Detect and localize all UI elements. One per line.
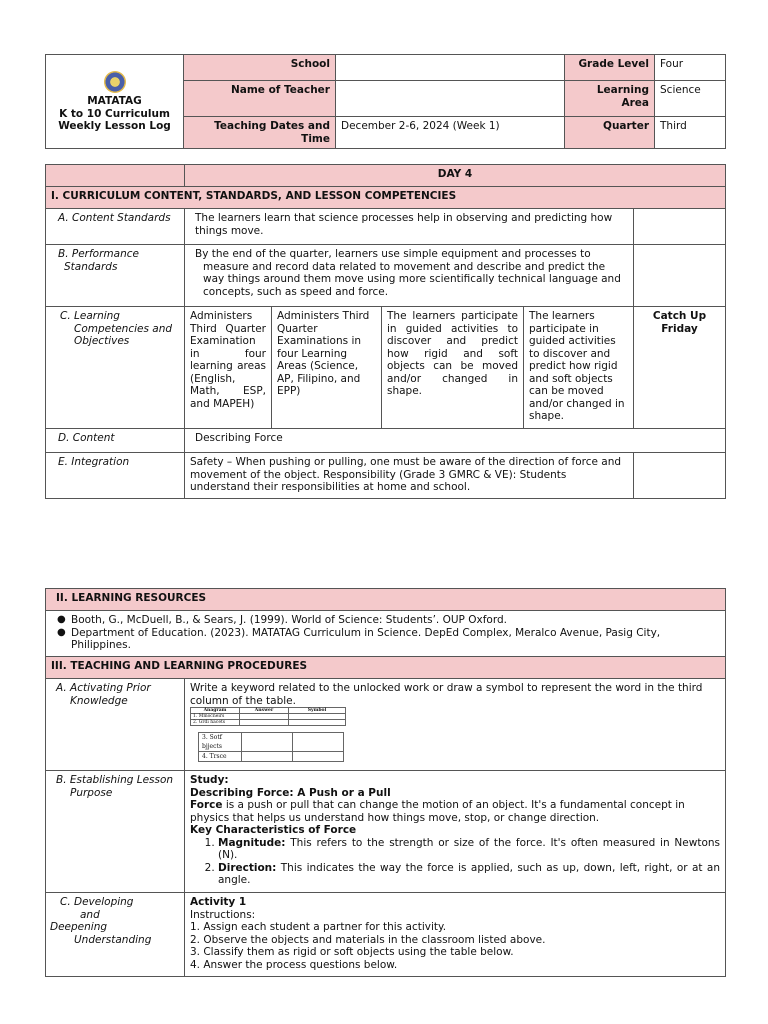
teaching-dates-label: Teaching Dates and Time <box>184 117 336 149</box>
developing-label-1: C. Developing <box>60 896 134 908</box>
quarter-label: Quarter <box>565 117 655 149</box>
day-header: DAY 4 <box>185 165 726 187</box>
developing-label-4: Understanding <box>74 933 152 946</box>
section2-title: II. LEARNING RESOURCES <box>46 589 726 611</box>
activating-cell <box>185 679 726 771</box>
answer-cell-4 <box>242 752 293 762</box>
direction-text: This indicates the way the force is applied, such as up, down, left, right, or at an angle. <box>218 861 720 886</box>
direction-item <box>218 862 720 887</box>
performance-standards-blank <box>634 245 726 307</box>
anagram-table-2 <box>198 732 344 762</box>
integration-label: E. Integration <box>46 453 185 499</box>
school-value <box>336 55 565 81</box>
activity-title: Activity 1 <box>190 896 247 908</box>
integration-blank <box>634 453 726 499</box>
section3-title: III. TEACHING AND LEARNING PROCEDURES <box>46 657 726 679</box>
header-title-line1: MATATAG <box>87 95 142 108</box>
developing-label <box>46 893 185 977</box>
symbol-cell-4 <box>293 752 344 762</box>
establishing-cell <box>185 771 726 893</box>
force-def-text: is a push or pull that can change the motion of an object. It's a fundamental concept in physics that helps us understand how things move, stop, or change direction. <box>190 799 685 824</box>
step-1: 1. Assign each student a partner for this activity. <box>190 921 447 933</box>
competency-col-4: The learners participate in guided activities to discover and predict how rigid and soft objects can be moved and/or changed in shape. <box>524 307 634 429</box>
procedures-table <box>45 588 726 977</box>
teacher-value <box>336 81 565 117</box>
catch-up-friday: Catch Up Friday <box>634 307 726 429</box>
grade-level-value: Four <box>655 55 726 81</box>
anagram-row-3: 3. Sotf bjjects <box>199 733 242 752</box>
key-characteristics-title: Key Characteristics of Force <box>190 824 357 836</box>
magnitude-text: This refers to the strength or size of the force. It's often measured in Newtons (N). <box>218 836 720 861</box>
magnitude-item <box>218 837 720 862</box>
anagram-row-4: 4. Trsce <box>199 752 242 762</box>
header-title-line3: Weekly Lesson Log <box>58 120 171 133</box>
learning-area-label: Learning Area <box>565 81 655 117</box>
content-standards-text: The learners learn that science processes help in observing and predicting how things move. <box>185 209 634 245</box>
competencies-label: C. Learning Competencies and Objectives <box>46 307 185 429</box>
resource-item-1: ● Booth, G., McDuell, B., & Sears, J. (1999). World of Science: Students’. OUP Oxford. <box>71 614 720 627</box>
answer-cell-2 <box>240 720 289 726</box>
resources-list <box>51 614 720 652</box>
direction-word: Direction: <box>218 861 277 874</box>
developing-cell <box>185 893 726 977</box>
anagram-row-2: 2. Grdi hacets <box>191 720 240 726</box>
characteristics-list <box>190 837 720 887</box>
activating-label: A. Activating Prior Knowledge <box>46 679 185 771</box>
performance-standards-text: By the end of the quarter, learners use simple equipment and processes to measure and record data related to movement and describe and predict the way things around them move using more scientifically technical language and concepts, such as speed and force. <box>185 245 634 307</box>
symbol-cell-3 <box>293 733 344 752</box>
header-table <box>45 54 726 149</box>
content-text: Describing Force <box>185 429 726 453</box>
day-header-blank <box>46 165 185 187</box>
anagram-table <box>190 707 346 726</box>
force-definition <box>190 799 720 824</box>
content-standards-blank <box>634 209 726 245</box>
teaching-dates-value: December 2-6, 2024 (Week 1) <box>336 117 565 149</box>
step-4: 4. Answer the process questions below. <box>190 958 398 971</box>
grade-level-label: Grade Level <box>565 55 655 81</box>
header-logo-cell <box>46 55 184 149</box>
developing-label-3: Deepening <box>50 921 108 933</box>
curriculum-table <box>45 164 726 499</box>
content-standards-label: A. Content Standards <box>46 209 185 245</box>
step-3: 3. Classify them as rigid or soft objects using the table below. <box>190 946 514 958</box>
content-label: D. Content <box>46 429 185 453</box>
symbol-cell-2 <box>289 720 346 726</box>
anagram-header: Anagram <box>191 708 240 714</box>
resources-cell <box>46 611 726 657</box>
resource-item-2: ● Department of Education. (2023). MATATAG Curriculum in Science. DepEd Complex, Meralco Avenue, Pasig City, Philippines. <box>71 627 720 652</box>
answer-cell-3 <box>242 733 293 752</box>
school-label: School <box>184 55 336 81</box>
symbol-header: Symbol <box>289 708 346 714</box>
activating-text: Write a keyword related to the unlocked work or draw a symbol to represent the word in the third column of the table. <box>190 682 703 707</box>
developing-label-2: and <box>80 908 100 921</box>
answer-header: Answer <box>240 708 289 714</box>
study-label: Study: <box>190 774 229 786</box>
teacher-label: Name of Teacher <box>184 81 336 117</box>
step-2: 2. Observe the objects and materials in the classroom listed above. <box>190 933 546 946</box>
competency-col-3: The learners participate in guided activities to discover and predict how rigid and soft objects can be moved and/or changed in shape. <box>382 307 524 429</box>
study-title: Describing Force: A Push or a Pull <box>190 786 391 799</box>
establishing-label: B. Establishing Lesson Purpose <box>46 771 185 893</box>
competency-col-1: Administers Third Quarter Examination in four learning areas (English, Math, ESP, and MAPEH) <box>185 307 272 429</box>
quarter-value: Third <box>655 117 726 149</box>
competency-col-2: Administers Third Quarter Examinations in four Learning Areas (Science, AP, Filipino, and EPP) <box>272 307 382 429</box>
performance-standards-label: B. Performance Standards <box>46 245 185 307</box>
header-title-line2: K to 10 Curriculum <box>59 107 170 120</box>
magnitude-word: Magnitude: <box>218 836 286 849</box>
deped-seal-icon <box>104 71 126 93</box>
instructions-label: Instructions: <box>190 908 256 921</box>
section1-title: I. CURRICULUM CONTENT, STANDARDS, AND LESSON COMPETENCIES <box>46 187 726 209</box>
integration-text: Safety – When pushing or pulling, one must be aware of the direction of force and movement of the object. Responsibility (Grade 3 GMRC & VE): Students understand their responsibilities at home and school. <box>185 453 634 499</box>
anagram-row-1: 1. Mmocneirs <box>191 714 240 720</box>
learning-area-value: Science <box>655 81 726 117</box>
force-word: Force <box>190 799 223 811</box>
